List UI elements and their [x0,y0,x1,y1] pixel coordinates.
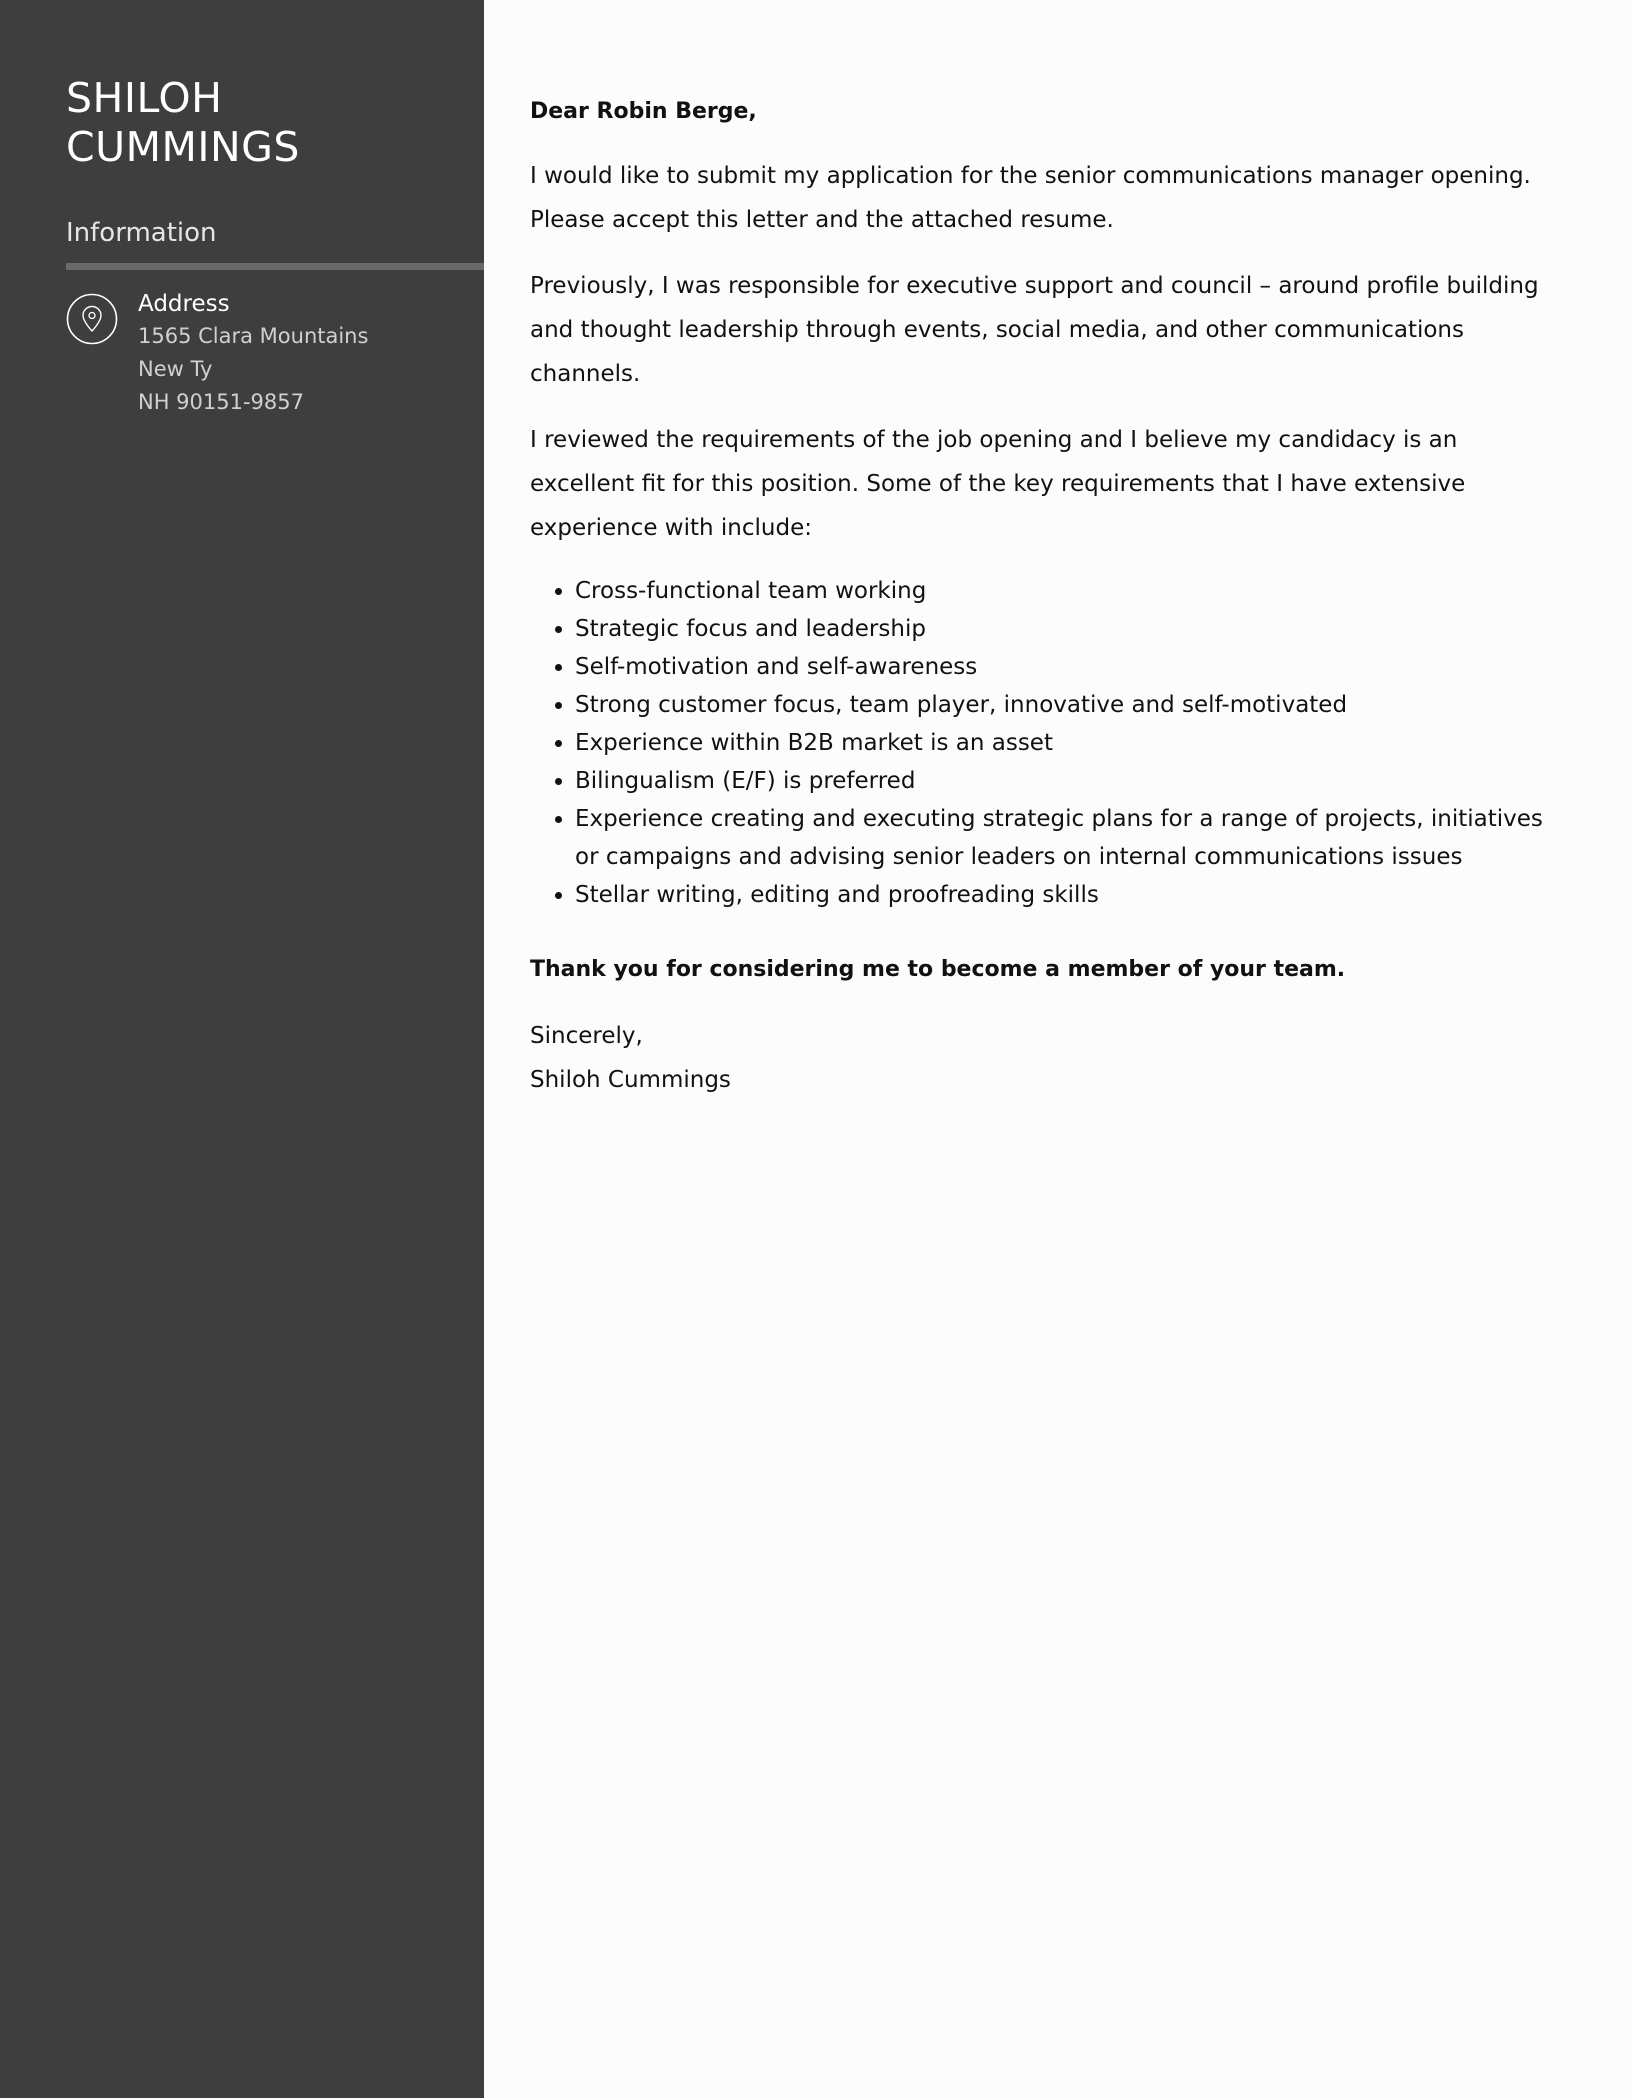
requirements-list [530,572,1550,914]
applicant-first-name: SHILOH [66,74,223,122]
information-heading: Information [66,218,217,248]
address-block [138,288,468,419]
sidebar [0,0,484,2098]
letter-paragraph: Previously, I was responsible for executive support and council – around profile building and thought leadership through events, social media, and other communications channels. [530,273,1539,387]
letter-paragraph: I would like to submit my application for the senior communications manager opening. Please accept this letter and the attached resume. [530,163,1531,233]
applicant-name [66,74,466,172]
address-label: Address [138,291,230,317]
list-item: • Strategic focus and leadership [575,610,1550,648]
letter-signoff: Sincerely, [530,1023,643,1049]
list-item: • Stellar writing, editing and proofreading skills [575,876,1550,914]
letter-paragraph: I reviewed the requirements of the job opening and I believe my candidacy is an excellent fit for this position. Some of the key requirements that I have extensive experience with include: [530,427,1466,541]
address-street: 1565 Clara Mountains [138,324,369,348]
location-pin-icon [66,293,118,345]
section-divider [66,263,484,270]
list-item: • Experience creating and executing strategic plans for a range of projects, initiatives or campaigns and advising senior leaders on internal communications issues [575,800,1550,876]
list-item: • Self-motivation and self-awareness [575,648,1550,686]
list-item: • Strong customer focus, team player, innovative and self-motivated [575,686,1550,724]
letter-body [530,92,1550,1102]
letter-greeting: Dear Robin Berge, [530,99,757,124]
letter-closing: Thank you for considering me to become a member of your team. [530,957,1346,982]
list-item: • Cross-functional team working [575,572,1550,610]
letter-signature: Shiloh Cummings [530,1067,731,1093]
letter-signoff-block [530,1014,1550,1102]
address-city: New Ty [138,357,213,381]
address-state-zip: NH 90151-9857 [138,390,305,414]
applicant-last-name: CUMMINGS [66,123,300,171]
list-item: • Experience within B2B market is an asset [575,724,1550,762]
list-item: • Bilingualism (E/F) is preferred [575,762,1550,800]
